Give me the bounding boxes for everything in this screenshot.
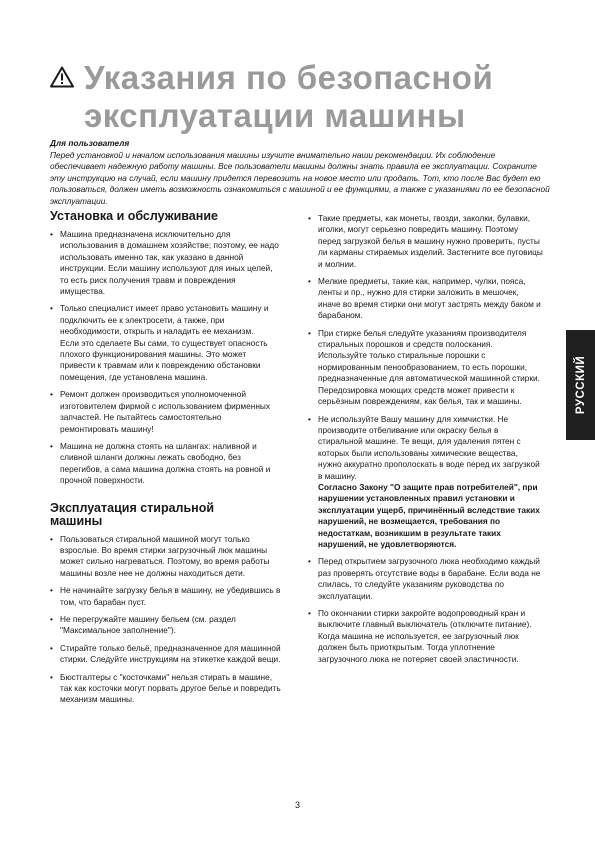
list-item: • Не перегружайте машину бельем (см. раздел "Максимальное заполнение"). xyxy=(50,614,282,637)
list-item: • При стирке белья следуйте указаниям производителя стиральных порошков и средств полоскания. Используйте только стиральные порошки с нормированным пенообразованием, то есть порошки, предназначенные для автоматической машинной стирки. Передозировка моющих средств может привести к серьёзным повреждениям, как белья, так и машины. xyxy=(308,328,543,408)
installation-list xyxy=(50,229,282,487)
intro-heading: Для пользователя xyxy=(50,138,130,148)
operation-list xyxy=(50,534,282,706)
list-item: • Бюстгалтеры с "косточками" нельзя стирать в машине, так как косточки могут порвать другое белье и повредить механизм машины. xyxy=(50,672,282,706)
intro-block xyxy=(50,138,550,208)
section-heading-installation: Установка и обслуживание xyxy=(50,209,218,223)
section-heading-operation: Эксплуатация стиральной машины xyxy=(50,500,215,528)
warning-triangle-icon xyxy=(50,66,74,88)
page-number: 3 xyxy=(294,800,300,810)
list-item: • Не начинайте загрузку белья в машину, не убедившись в том, что барабан пуст. xyxy=(50,585,282,608)
page-title: Указания по безопасной xyxy=(84,59,494,96)
legal-notice: Согласно Закону "О защите прав потребителей", при нарушении установленных правил установки и эксплуатации ущерб, причинённый вследствие таких нарушений, не возмещается, требования по недостаткам, возникшим в результате таких нарушений, не удовлетворяются. xyxy=(318,481,540,549)
language-tab xyxy=(566,330,595,440)
list-item: • Только специалист имеет право установить машину и подключить ее к электросети, а также, при необходимости, открыть и наладить ее механизм. Если это сделаете Вы сами, то существует опасность плохого функционирования машины. Это может привести к травмам или к повреждению обстановки помещения, где установлена машина. xyxy=(50,303,282,383)
language-tab-label: РУССКИЙ xyxy=(574,355,587,415)
intro-text: Перед установкой и началом использования машины изучите внимательно наши рекомендации. Их соблюдение обеспечивает надежную работу машины. Все пользователи машины должны знать правила ее эксплуатации. Сохраните эту инструкцию на случай, если машину придется перевозить на новое место или продать. Тот, кто после Вас будет ею пользоваться, должен иметь возможность ознакомиться с машиной и ее функциями, а также с указаниями по ее безопасной эксплуатации. xyxy=(50,149,550,206)
list-item: • Перед открытием загрузочного люка необходимо каждый раз проверять отсутствие воды в барабане. Если вода не слилась, то следуйте указаниям руководства по эксплуатации. xyxy=(308,556,543,602)
list-item: • Машина не должна стоять на шлангах: наливной и сливной шланги должны лежать свободно, без перегибов, а сама машина должна стоять на ровной и прочной поверхности. xyxy=(50,441,282,487)
list-item: • Мелкие предметы, такие как, например, чулки, пояса, ленты и пр., нужно для стирки заложить в мешочек, иначе во время стирки они могут застрять между баком и барабаном. xyxy=(308,276,543,322)
list-item: • Пользоваться стиральной машиной могут только взрослые. Во время стирки загрузочный люк машины может сильно нагреваться. Поэтому, во время работы машины возле нее не должны находиться дети. xyxy=(50,534,282,580)
page-title-line2: эксплуатации машины xyxy=(84,97,466,134)
list-item: • Не используйте Вашу машину для химчистки. Не производите отбеливание или окраску белья в стиральной машине. Те вещи, для удаления пятен с которых были использованы химические вещества, нужно аккуратно прополоскать в воде перед их загрузкой в машину. Согласно Закону "О защите прав потребителей", при нарушении установленных правил установки и эксплуатации ущерб, причинённый вследствие таких нарушений, не возмещается, требования по недостаткам, возникшим в результате таких нарушений, не удовлетворяются. xyxy=(308,414,543,551)
list-item: • По окончании стирки закройте водопроводный кран и выключите главный выключатель (отключите питание). Когда машина не используется, ее загрузочный люк должен быть приоткрытым. Тогда уплотнение загрузочного люка не потеряет своей эластичности. xyxy=(308,608,543,665)
left-column xyxy=(50,210,282,712)
right-list xyxy=(308,213,543,665)
list-item: • Машина предназначена исключительно для использования в домашнем хозяйстве; поэтому, ее надо использовать именно так, как указано в данной инструкции. Если машину используют для иных целей, то есть риск получения травм и повреждения имущества. xyxy=(50,229,282,297)
list-item: • Такие предметы, как монеты, гвозди, заколки, булавки, иголки, могут серьезно повредить машину. Поэтому перед загрузкой белья в машину нужно проверить, пусты ли карманы стираемых изделий. Застегните все пуговицы и молнии. xyxy=(308,213,543,270)
right-column xyxy=(308,213,543,671)
list-item: • Ремонт должен производиться уполномоченной изготовителем фирмой с использованием фирменных запчастей. Не пытайтесь самостоятельно ремонтировать машину! xyxy=(50,389,282,435)
list-item: • Стирайте только бельё, предназначенное для машинной стирки. Следуйте инструкциям на этикетке каждой вещи. xyxy=(50,643,282,666)
